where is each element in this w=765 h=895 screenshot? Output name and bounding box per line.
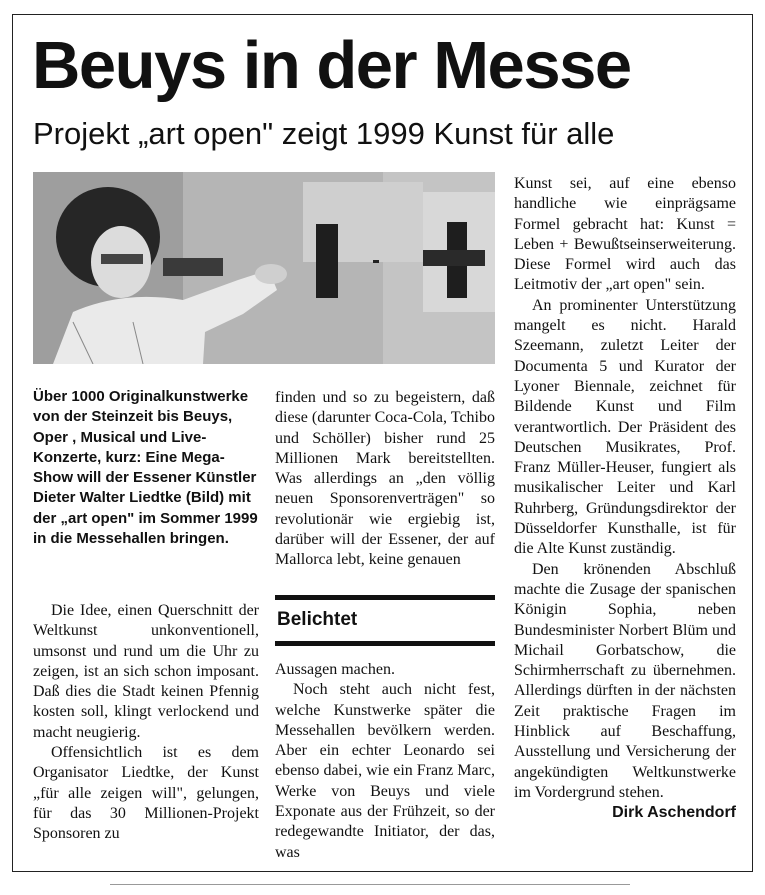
box-rule-top [275,595,495,600]
author-byline: Dirk Aschendorf [612,804,736,822]
paragraph: Die Idee, einen Querschnitt der Weltkunst unkonventionell, umsonst und rund um die Uhr zu zeigen, ist an sich schon imposant. Daß dies die Stadt keinen Pfennig kosten soll, klingt verlockend und macht neugierig. [33,602,259,741]
article-photo [33,172,495,364]
paragraph [514,560,736,822]
column-3 [514,174,736,824]
paragraph-text: Den krönenden Abschluß machte die Zusage der spanischen Königin Sophia, neben Bundesminister Norbert Blüm und Michail Gorbatschow, die Schirmherrschaft zu übernehmen. Allerdings dürften in der nächsten Zeit praktische Fragen im Hinblick auf Beschaffung, Ausstellung und Versicherung der angekündigten Weltkunstwerke im Vordergrund stehen. [514,560,736,801]
bottom-rule [110,884,630,885]
headline: Beuys in der Messe [32,28,631,103]
paragraph: Offensichtlich ist es dem Organisator Liedtke, der Kunst „für alle zeigen will", gelungen, für das 30 Millionen-Projekt Sponsoren zu [33,744,259,843]
column-2-top [275,388,495,571]
paragraph: Aussagen machen. [275,661,395,678]
photo-image [33,172,495,364]
paragraph: finden und so zu begeistern, daß diese (darunter Coca-Cola, Tchibo und Schöller) bisher rund 25 Millionen Mark bereitstellten. Was allerdings an „den völlig neuen Sponsorenverträgen" so revolutionär wie ergiebig ist, darüber will der Essener, der auf Mallorca lebt, keine genauen [275,389,495,569]
paragraph: An prominenter Unterstützung mangelt es nicht. Harald Szeemann, zuletzt Leiter der Documenta 5 und Kurator der Lyoner Biennale, zeichnet für Bildende Kunst und Film verantwortlich. Der Präsident des Deutschen Musikrates, Prof. Franz Müller-Heuser, fungiert als musikalischer Leiter und Karl Ruhrberg, Gründungsdirektor der Düsseldorfer Kunsthalle, ist für die Alte Kunst zuständig. [514,296,736,558]
column-1 [33,601,259,845]
lead-paragraph: Über 1000 Originalkunstwerke von der Steinzeit bis Beuys, Oper , Musical und Live-Konzerte, kurz: Eine Mega-Show will der Essener Künstler Dieter Walter Liedtke (Bild) mit der „art open" im Sommer 1999 in die Messehallen bringen. [33,388,258,548]
box-rule-bottom [275,641,495,646]
subheadline: Projekt „art open" zeigt 1999 Kunst für alle [33,116,615,151]
paragraph: Noch steht auch nicht fest, welche Kunstwerke später die Messehallen bevölkern werden. Aber ein echter Leonardo sei ebenso dabei, wie ein Franz Marc, Werke von Beuys und viele Exponate aus der Frühzeit, so der redegewandte Initiator, der das, was [275,681,495,861]
column-2-bottom [275,660,495,863]
paragraph: Kunst sei, auf eine ebenso handliche wie einprägsame Formel gebracht hat: Kunst = Leben + Bewußtseinserweiterung. Diese Formel wird auch das Leitmotiv der „art open" sein. [514,175,736,294]
box-title: Belichtet [277,609,358,630]
